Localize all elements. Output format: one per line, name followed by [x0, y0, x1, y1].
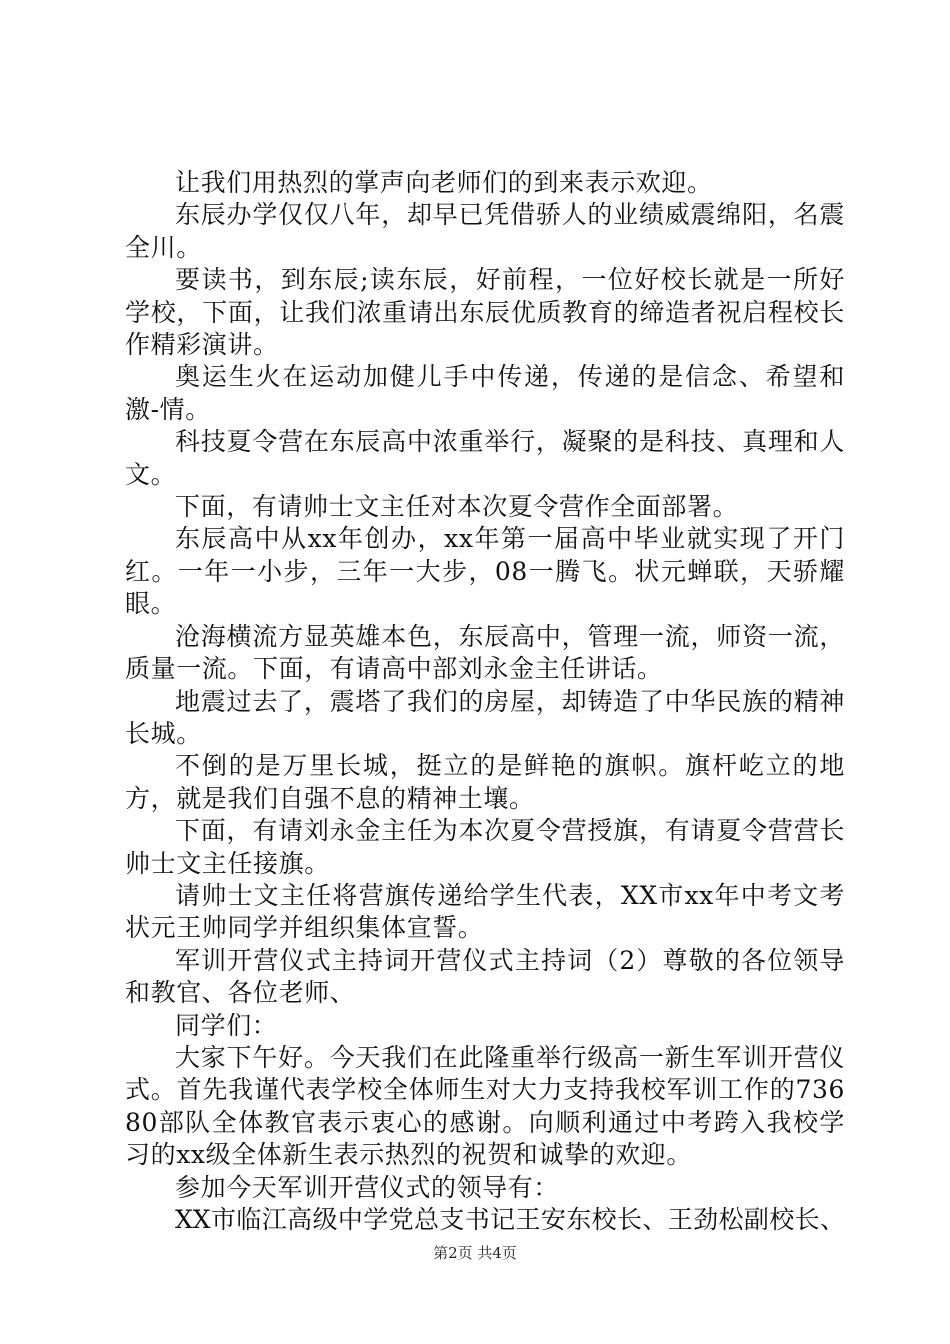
page-number-footer: 第2页 共4页: [433, 1244, 517, 1262]
paragraph: 不倒的是万里长城，挺立的是鲜艳的旗帜。旗杆屹立的地方，就是我们自强不息的精神土壤。: [125, 751, 845, 813]
paragraph: 让我们用热烈的掌声向老师们的到来表示欢迎。: [175, 168, 713, 197]
paragraph: 东辰办学仅仅八年，却早已凭借骄人的业绩威震绵阳，名震全川。: [125, 200, 845, 262]
paragraph: 沧海横流方显英雄本色，东辰高中，管理一流，师资一流，质量一流。下面，有请高中部刘永金主任讲话。: [125, 621, 845, 684]
document-body: [125, 167, 845, 1236]
paragraph: 奥运生火在运动加健儿手中传递，传递的是信念、希望和激-情。: [125, 362, 845, 424]
paragraph: 要读书，到东辰;读东辰，好前程，一位好校长就是一所好学校，下面，让我们浓重请出东辰优质教育的缔造者祝启程校长作精彩演讲。: [125, 265, 845, 360]
paragraph: 军训开营仪式主持词开营仪式主持词（2）尊敬的各位领导和教官、各位老师、: [125, 945, 845, 1008]
paragraph: 科技夏令营在东辰高中浓重举行，凝聚的是科技、真理和人文。: [125, 427, 845, 489]
paragraph: 东辰高中从xx年创办，xx年第一届高中毕业就实现了开门红。一年一小步，三年一大步，08一腾飞。状元蝉联，天骄耀眼。: [125, 524, 845, 619]
paragraph: XX市临江高级中学党总支书记王安东校长、王劲松副校长、: [175, 1205, 845, 1234]
paragraph: 下面，有请刘永金主任为本次夏令营授旗，有请夏令营营长帅士文主任接旗。: [125, 816, 845, 878]
paragraph: 地震过去了，震塔了我们的房屋，却铸造了中华民族的精神长城。: [125, 686, 845, 748]
paragraph: 参加今天军训开营仪式的领导有：: [175, 1172, 560, 1202]
paragraph: 请帅士文主任将营旗传递给学生代表，XX市xx年中考文考状元王帅同学并组织集体宣誓。: [125, 880, 845, 943]
paragraph: 下面，有请帅士文主任对本次夏令营作全面部署。: [175, 492, 739, 522]
paragraph: 大家下午好。今天我们在此隆重举行级高一新生军训开营仪式。首先我谨代表学校全体师生对大力支持我校军训工作的73680部队全体教官表示衷心的感谢。向顺利通过中考跨入我校学习的xx级全体新生表示热烈的祝贺和诚挚的欢迎。: [125, 1042, 845, 1170]
paragraph: 同学们：: [175, 1010, 278, 1040]
